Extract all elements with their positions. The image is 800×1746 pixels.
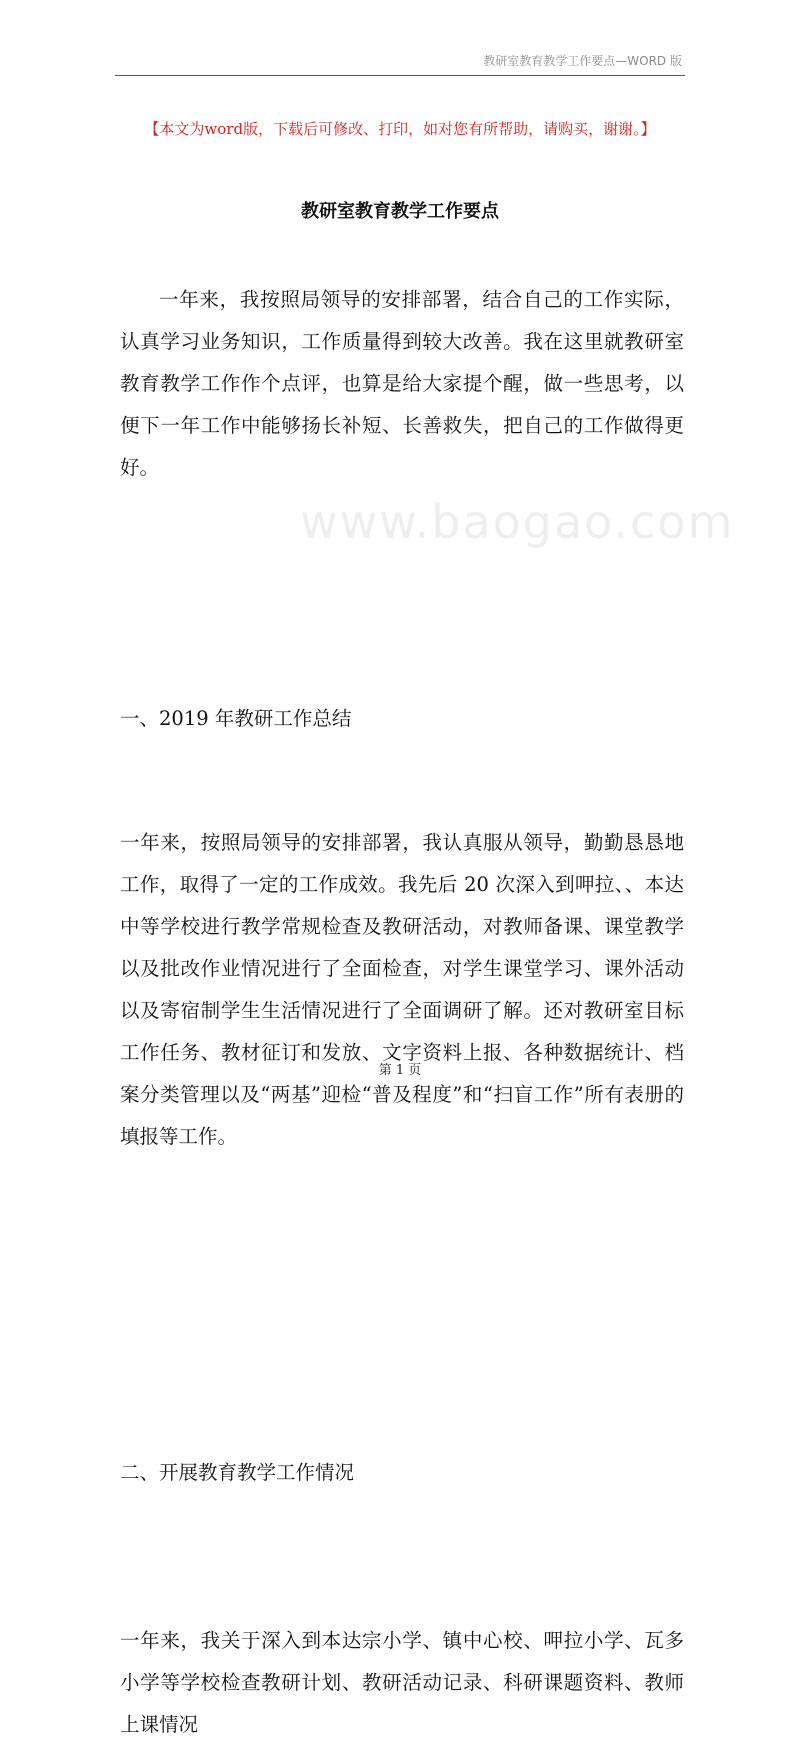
section-1-paragraph: 一年来，按照局领导的安排部署，我认真服从领导，勤勤恳恳地工作，取得了一定的工作成效。我先后 20 次深入到呷拉、、本达中等学校进行教学常规检查及教研活动，对教师备课、课堂教学以及批改作业情况进行了全面检查，对学生课堂学习、课外活动以及寄宿制学生生活情况进行了全面调研了解。还对教研室目标工作任务、教材征订和发放、文字资料上报、各种数据统计、档案分类管理以及“两基”迎检“普及程度”和“扫盲工作”所有表册的填报等工作。 [120, 831, 684, 1148]
intro-paragraph: 一年来，我按照局领导的安排部署，结合自己的工作实际，认真学习业务知识，工作质量得到较大改善。我在这里就教研室教育教学工作作个点评，也算是给大家提个醒，做一些思考，以便下一年工作中能够扬长补短、长善救失，把自己的工作做得更好。 [120, 288, 684, 479]
section-2-paragraph: 一年来，我关于深入到本达宗小学、镇中心校、呷拉小学、瓦多小学等学校检查教研计划、教研活动记录、科研课题资料、教师上课情况 [120, 1629, 684, 1736]
running-header: 教研室教育教学工作要点—WORD 版 [483, 54, 682, 68]
page-number: 第 1 页 [378, 1063, 422, 1078]
document-title: 教研室教育教学工作要点 [301, 201, 499, 222]
watermark: www.baogao.com [300, 495, 735, 549]
header-divider [115, 75, 685, 76]
section-2-heading: 二、开展教育教学工作情况 [120, 1461, 355, 1484]
section-1-heading: 一、2019 年教研工作总结 [120, 707, 352, 730]
purchase-notice: 【本文为word版，下载后可修改、打印，如对您有所帮助，请购买，谢谢。】 [144, 120, 656, 138]
